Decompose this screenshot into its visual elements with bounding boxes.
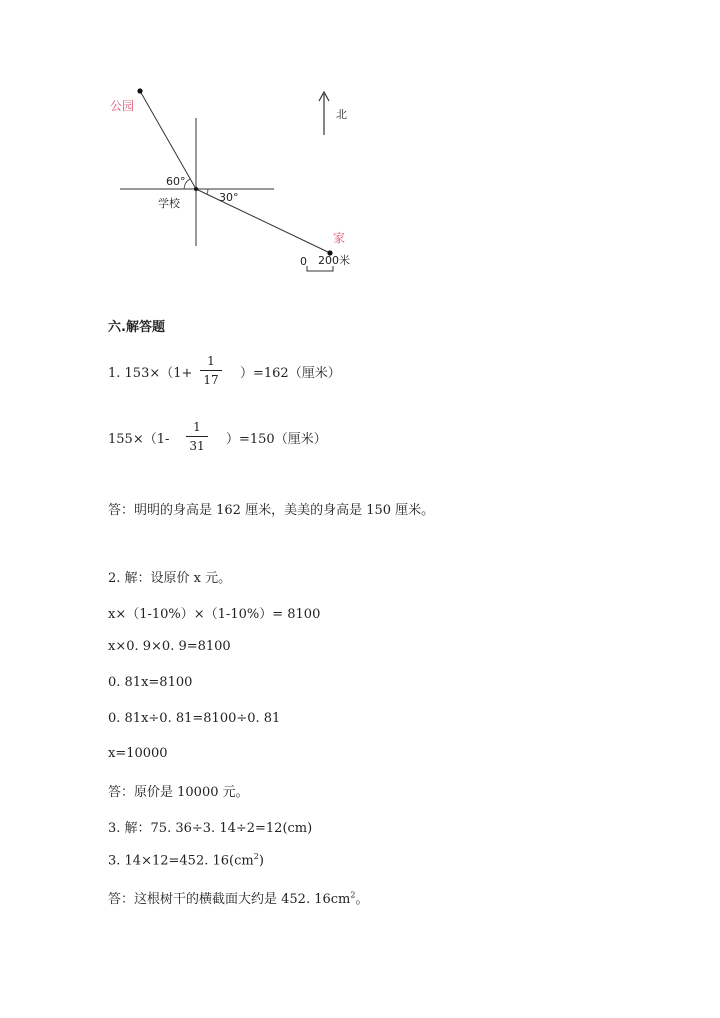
q2-line: x×0. 9×0. 9=8100: [108, 639, 231, 654]
q1-line1-post: ）=162（厘米）: [240, 366, 341, 381]
school-point: [194, 187, 198, 191]
fraction-denominator: 31: [189, 439, 205, 453]
school-home-line: [196, 189, 330, 253]
q2-line: 2. 解：设原价 x 元。: [108, 571, 232, 586]
q3-answer: [108, 888, 368, 907]
section-title: 六.解答题: [108, 320, 165, 335]
home-label: 家: [333, 231, 346, 245]
fraction-numerator: 1: [207, 354, 215, 368]
q3-line2: [108, 852, 264, 868]
park-label: 公园: [110, 99, 135, 113]
fraction-numerator: 1: [193, 420, 201, 434]
q1-fraction-2: [186, 420, 208, 454]
scale-zero-label: 0: [300, 255, 307, 268]
q3-line2-end: ): [258, 853, 264, 869]
angle-park-label: 60°: [166, 175, 186, 188]
q3-answer-sup: 2: [350, 890, 356, 900]
direction-map-diagram: [0, 0, 720, 300]
north-label: 北: [336, 108, 347, 121]
q3-answer-end: 。: [355, 892, 369, 907]
scale-distance-label: 200米: [318, 254, 350, 267]
school-label: 学校: [158, 197, 180, 210]
fraction-bar: [186, 436, 208, 437]
q1-answer: 答：明明的身高是 162 厘米，美美的身高是 150 厘米。: [108, 503, 435, 518]
q3-line2-sup: 2: [253, 852, 259, 861]
fraction-denominator: 17: [203, 373, 219, 387]
q2-line: x×（1-10%）×（1-10%）= 8100: [108, 607, 321, 622]
q1-line2-post: ）=150（厘米）: [226, 432, 327, 447]
q2-line: 0. 81x=8100: [108, 675, 193, 690]
angle-arc-home: [207, 189, 208, 194]
q1-fraction-1: [200, 354, 222, 388]
q3-line1: 3. 解：75. 36÷3. 14÷2=12(cm): [108, 821, 313, 836]
q2-line: 0. 81x÷0. 81=8100÷0. 81: [108, 711, 281, 726]
q3-line2-main: 3. 14×12=452. 16(cm: [108, 853, 254, 869]
q2-line: x=10000: [108, 746, 168, 761]
q1-line1-pre: 1. 153×（1+: [108, 366, 193, 381]
q2-answer: 答：原价是 10000 元。: [108, 785, 249, 800]
angle-home-label: 30°: [219, 191, 239, 204]
q3-answer-main: 答：这根树干的横截面大约是 452. 16cm: [108, 892, 351, 907]
fraction-bar: [200, 370, 222, 371]
park-point: [137, 88, 142, 93]
q1-line2-pre: 155×（1-: [108, 432, 170, 447]
